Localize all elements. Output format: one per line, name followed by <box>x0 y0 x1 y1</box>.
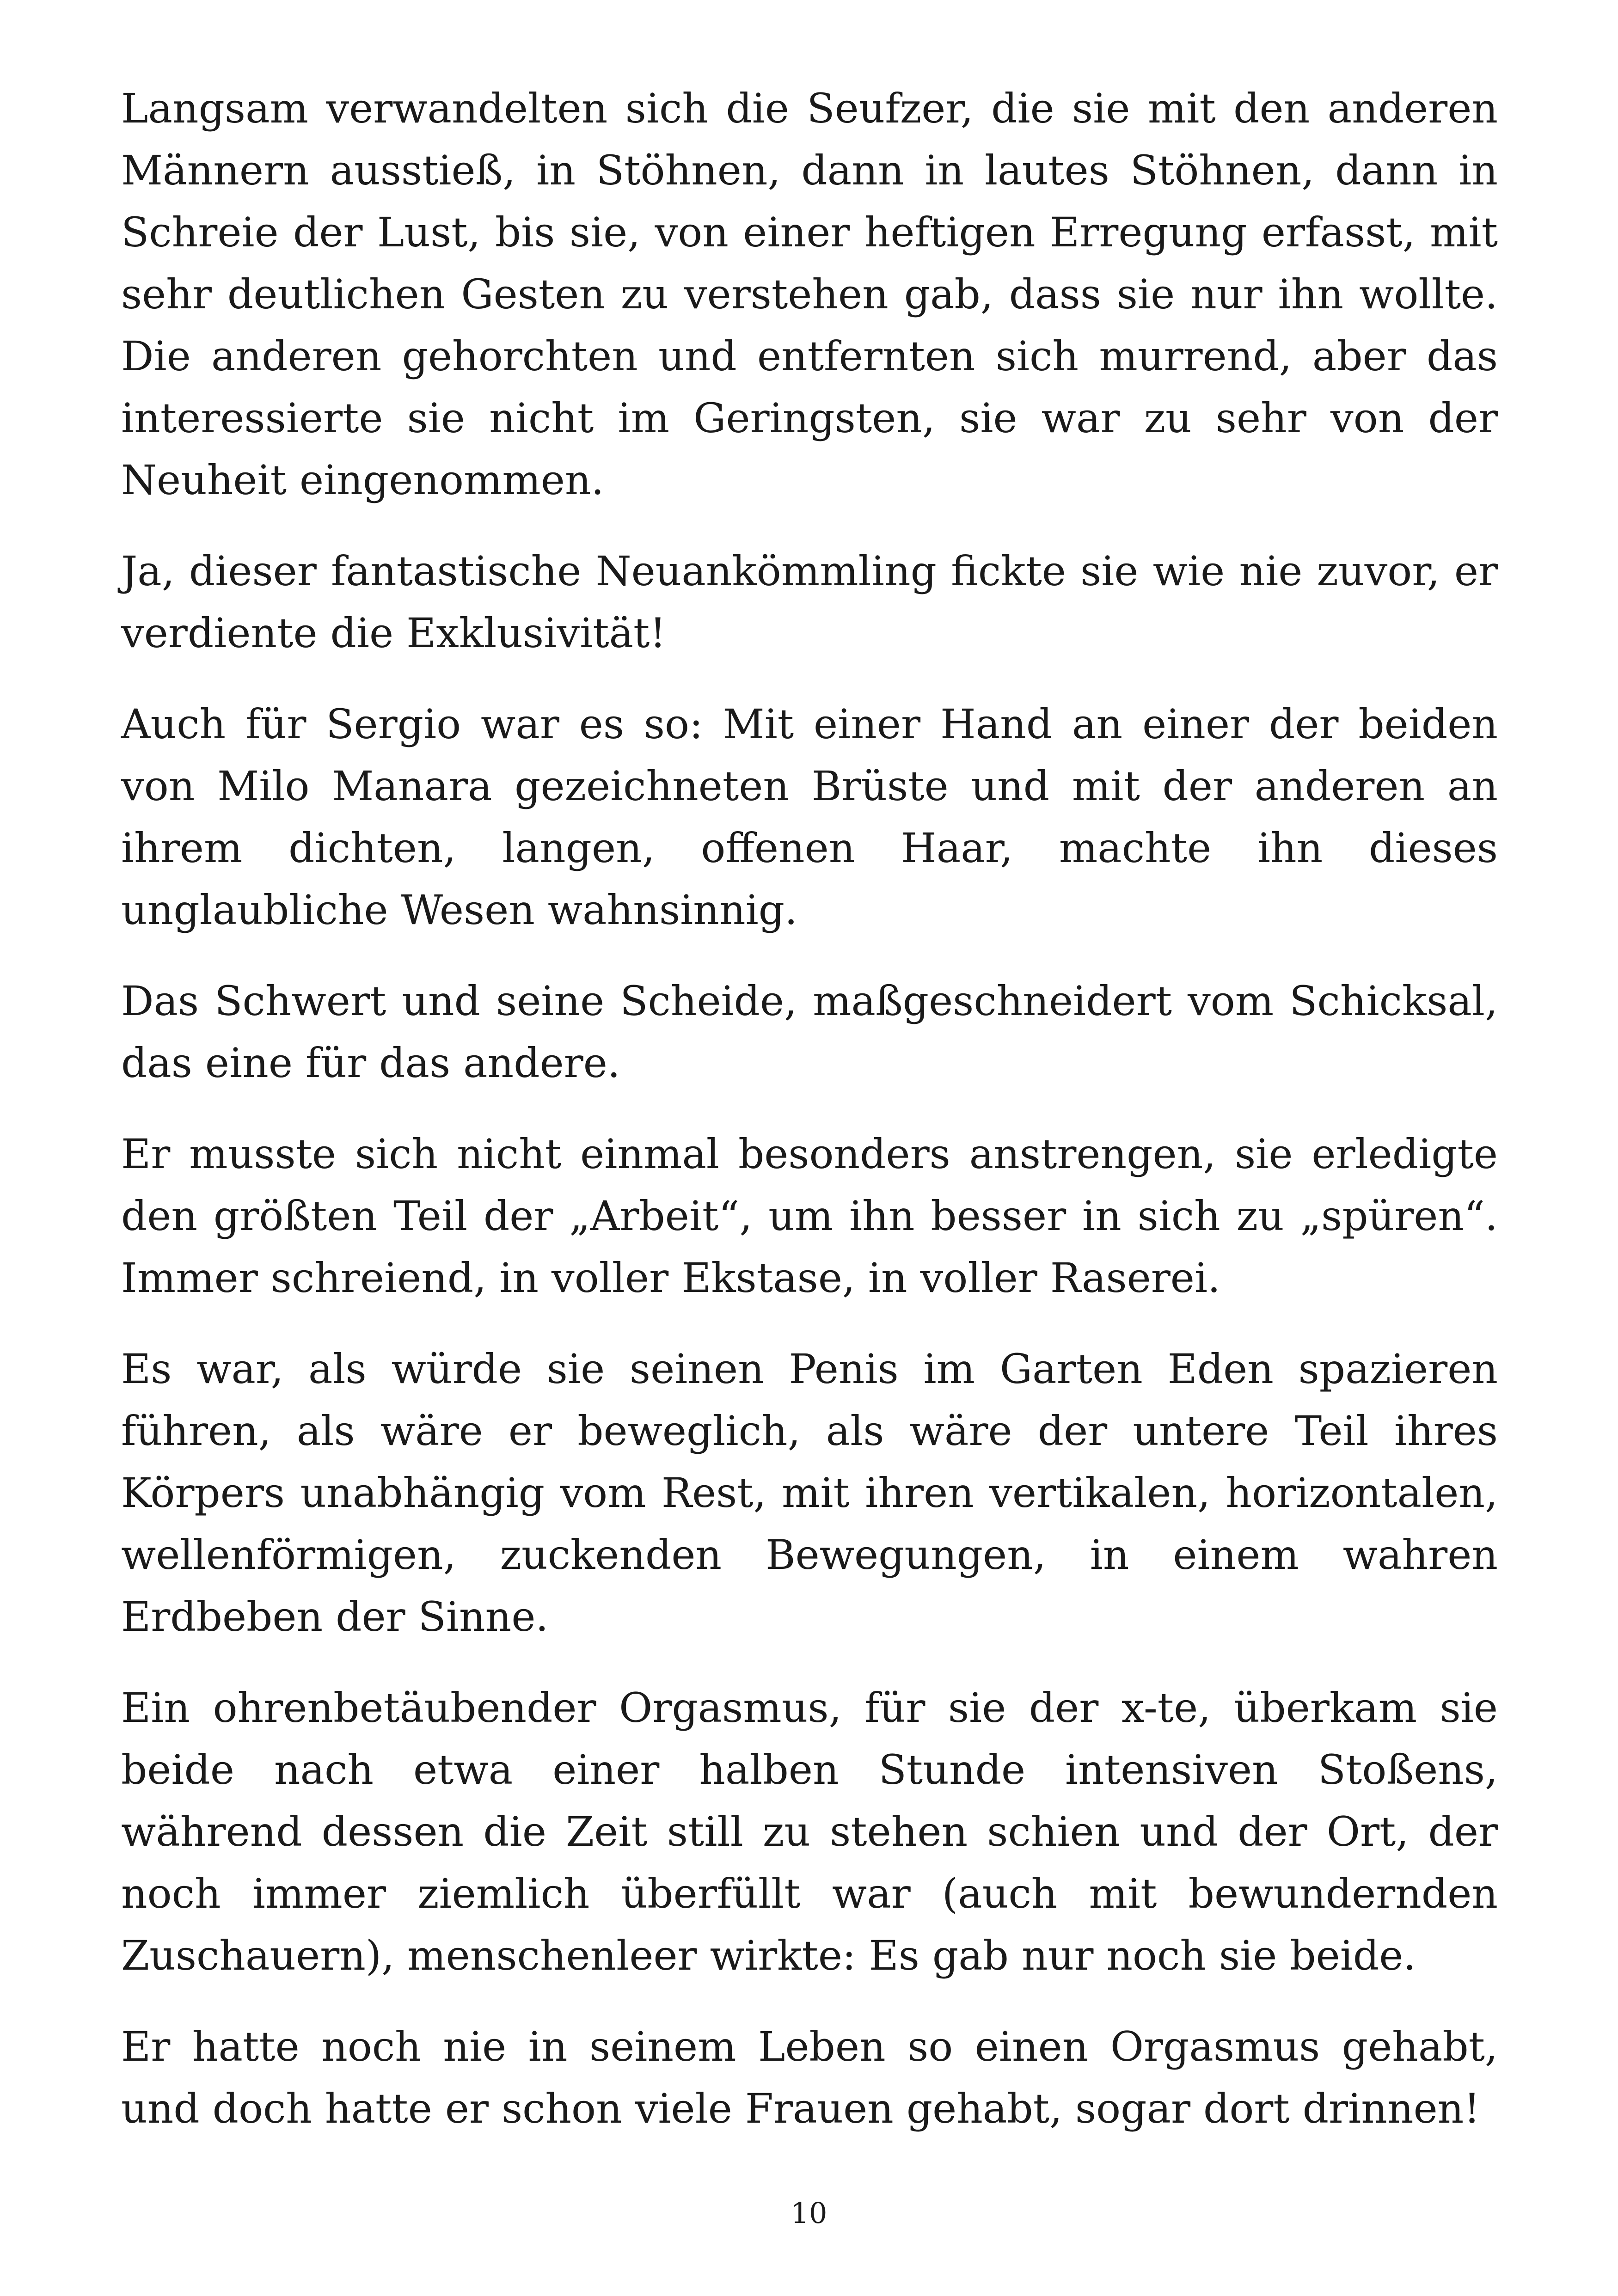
paragraph: Ja, dieser fantastische Neuankömmling fickte sie wie nie zuvor, er verdiente die Exklusivität! <box>121 547 1498 657</box>
body-text <box>121 78 1498 2169</box>
paragraph: Er hatte noch nie in seinem Leben so einen Orgasmus gehabt, und doch hatte er schon viele Frauen gehabt, sogar dort drinnen! <box>121 2023 1498 2132</box>
paragraph: Er musste sich nicht einmal besonders anstrengen, sie erledigte den größten Teil der „Arbeit“, um ihn besser in sich zu „spüren“. Immer schreiend, in voller Ekstase, in voller Raserei. <box>121 1130 1498 1302</box>
page-number: 10 <box>791 2196 827 2230</box>
paragraph: Ein ohrenbetäubender Orgasmus, für sie der x-te, überkam sie beide nach etwa einer halben Stunde intensiven Stoßens, während dessen die Zeit still zu stehen schien und der Ort, der noch immer ziemlich überfüllt war (auch mit bewundernden Zuschauern), menschenleer wirkte: Es gab nur noch sie beide. <box>121 1684 1498 1979</box>
paragraph: Auch für Sergio war es so: Mit einer Hand an einer der beiden von Milo Manara gezeichneten Brüste und mit der anderen an ihrem dichten, langen, offenen Haar, machte ihn dieses unglaubliche Wesen wahnsinnig. <box>121 700 1498 934</box>
paragraph: Langsam verwandelten sich die Seufzer, die sie mit den anderen Männern ausstieß, in Stöhnen, dann in lautes Stöhnen, dann in Schreie der Lust, bis sie, von einer heftigen Erregung erfasst, mit sehr deutlichen Gesten zu verstehen gab, dass sie nur ihn wollte. Die anderen gehorchten und entfernten sich murrend, aber das interessierte sie nicht im Geringsten, sie war zu sehr von der Neuheit eingenommen. <box>121 85 1498 504</box>
paragraph: Das Schwert und seine Scheide, maßgeschneidert vom Schicksal, das eine für das andere. <box>121 977 1498 1087</box>
paragraph: Es war, als würde sie seinen Penis im Garten Eden spazieren führen, als wäre er beweglich, als wäre der untere Teil ihres Körpers unabhängig vom Rest, mit ihren vertikalen, horizontalen, wellenförmigen, zuckenden Bewegungen, in einem wahren Erdbeben der Sinne. <box>121 1345 1498 1641</box>
